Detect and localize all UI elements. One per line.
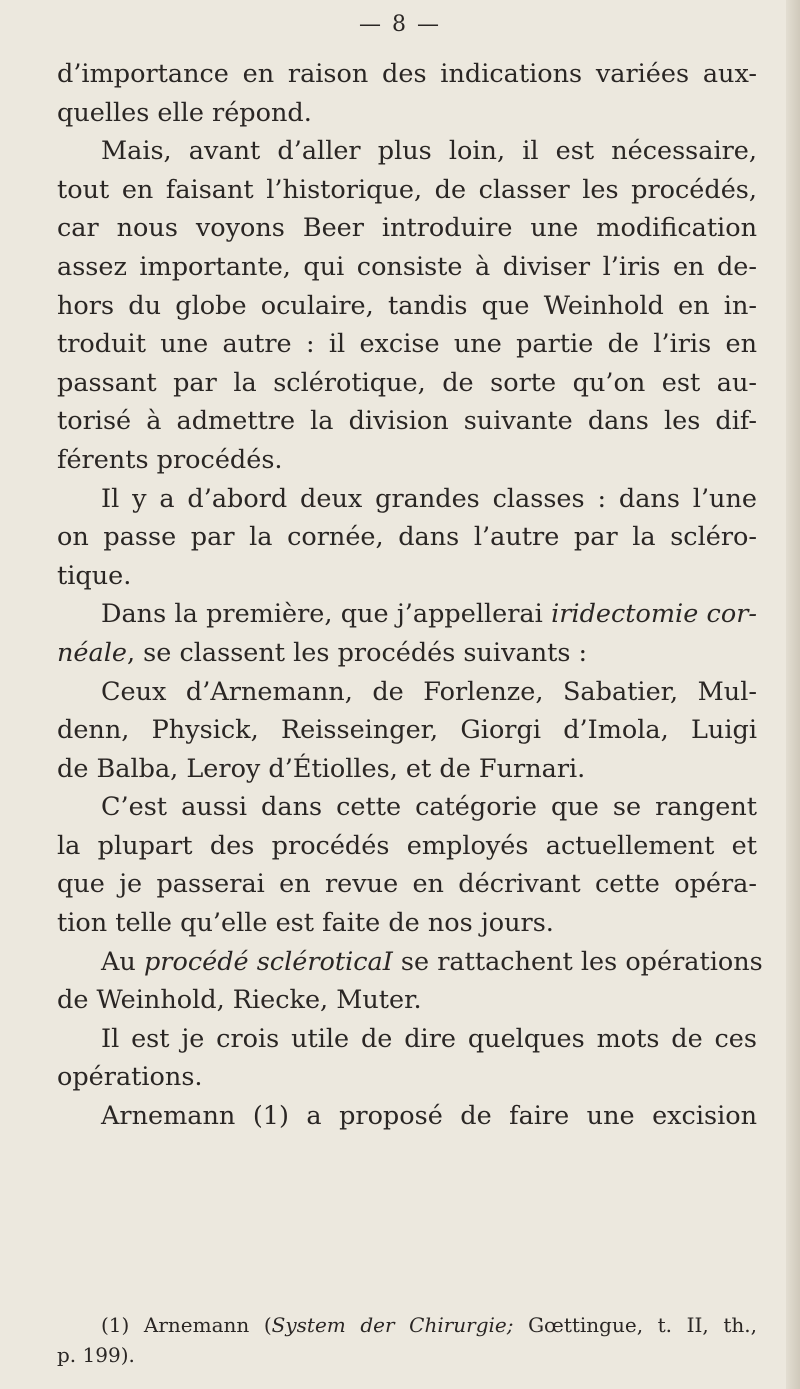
- text-line: Mais, avant d’aller plus loin, il est nécessaire,: [101, 136, 757, 167]
- page-number: — 8 —: [359, 12, 441, 37]
- text-line: troduit une autre : il excise une partie de l’iris en: [57, 329, 757, 360]
- text-line: Il est je crois utile de dire quelques mots de ces: [101, 1023, 757, 1054]
- text-line: Arnemann (1) a proposé de faire une excision: [101, 1101, 757, 1132]
- text-line: Ceux d’Arnemann, de Forlenze, Sabatier, Mul-: [101, 676, 757, 707]
- text-line: tique.: [57, 560, 132, 591]
- text-run: Dans la première, que j’appellerai: [101, 599, 552, 630]
- text-line: [57, 595, 757, 634]
- footnote-line: p. 199).: [57, 1343, 135, 1367]
- text-line: denn, Physick, Reisseinger, Giorgi d’Imola, Luigi: [57, 715, 757, 746]
- text-run: , se classent les procédés suivants :: [126, 637, 588, 668]
- text-line: [57, 634, 757, 673]
- text-line: opérations.: [57, 1062, 203, 1093]
- text-line: de Weinhold, Riecke, Muter.: [57, 985, 422, 1016]
- text-line: de Balba, Leroy d’Étiolles, et de Furnari.: [57, 753, 586, 784]
- text-run: (1) Arnemann (: [101, 1313, 272, 1337]
- text-run: Au: [101, 946, 144, 977]
- text-line: tout en faisant l’historique, de classer les procédés,: [57, 174, 757, 205]
- text-line: assez importante, qui consiste à diviser l’iris en de-: [57, 251, 757, 282]
- text-line: torisé à admettre la division suivante dans les dif-: [57, 406, 757, 437]
- text-line: férents procédés.: [57, 444, 283, 475]
- italic-term: néale: [57, 637, 127, 668]
- italic-title: System der Chirurgie;: [271, 1313, 514, 1337]
- text-line: car nous voyons Beer introduire une modification: [57, 213, 757, 244]
- footnote: [57, 1310, 757, 1370]
- text-line: tion telle qu’elle est faite de nos jours.: [57, 908, 554, 939]
- text-line: que je passerai en revue en décrivant cette opéra-: [57, 869, 757, 900]
- text-line: d’importance en raison des indications variées aux-: [57, 59, 757, 89]
- italic-term: iridectomie cor-: [551, 599, 757, 630]
- page-edge-shadow: [786, 0, 800, 1389]
- footnote-line: [57, 1310, 757, 1340]
- text-line: passant par la sclérotique, de sorte qu’on est au-: [57, 367, 757, 398]
- text-line: on passe par la cornée, dans l’autre par la scléro-: [57, 522, 757, 553]
- text-line: C’est aussi dans cette catégorie que se rangent: [101, 792, 757, 823]
- text-line: la plupart des procédés employés actuellement et: [57, 830, 757, 861]
- body-text: [57, 55, 763, 1136]
- text-line: Il y a d’abord deux grandes classes : dans l’une: [101, 483, 757, 514]
- text-line: hors du globe oculaire, tandis que Weinhold en in-: [57, 290, 757, 321]
- text-line: [57, 943, 763, 982]
- text-run: Gœttingue, t. II, th.,: [513, 1313, 757, 1337]
- text-run: se rattachent les opérations: [392, 946, 763, 977]
- text-line: quelles elle répond.: [57, 97, 312, 128]
- italic-term: procédé scléroticaI: [143, 946, 393, 977]
